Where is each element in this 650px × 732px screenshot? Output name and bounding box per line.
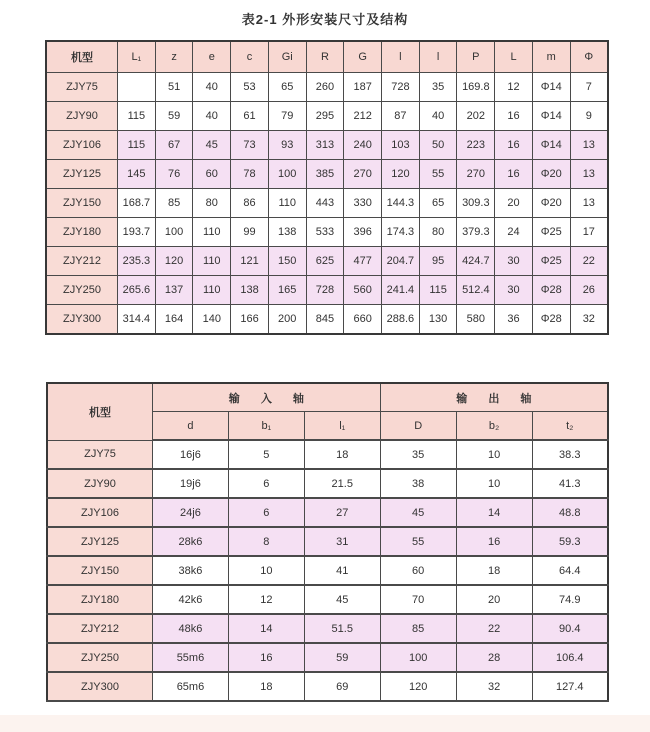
- table-row: [46, 131, 608, 160]
- table-row: [47, 672, 608, 701]
- value-cell: 30: [495, 276, 533, 305]
- value-cell: 127.4: [532, 672, 608, 701]
- model-cell: ZJY250: [46, 276, 118, 305]
- value-cell: 110: [193, 276, 231, 305]
- value-cell: 16: [456, 527, 532, 556]
- value-cell: 14: [456, 498, 532, 527]
- dimensions-table: [45, 40, 609, 335]
- value-cell: 204.7: [382, 247, 420, 276]
- value-cell: 27: [304, 498, 380, 527]
- value-cell: Φ14: [532, 102, 570, 131]
- value-cell: 51.5: [304, 614, 380, 643]
- model-cell: ZJY250: [47, 643, 153, 672]
- value-cell: 110: [268, 189, 306, 218]
- value-cell: 16: [228, 643, 304, 672]
- value-cell: 140: [193, 305, 231, 335]
- model-cell: ZJY212: [47, 614, 153, 643]
- value-cell: 120: [380, 672, 456, 701]
- column-header: L₁: [118, 41, 156, 73]
- value-cell: 166: [231, 305, 269, 335]
- value-cell: 41: [304, 556, 380, 585]
- value-cell: 6: [228, 469, 304, 498]
- value-cell: 41.3: [532, 469, 608, 498]
- value-cell: 137: [155, 276, 193, 305]
- shaft-table: [46, 382, 609, 702]
- value-cell: 80: [419, 218, 457, 247]
- value-cell: 138: [268, 218, 306, 247]
- value-cell: 110: [193, 218, 231, 247]
- value-cell: 45: [304, 585, 380, 614]
- value-cell: 6: [228, 498, 304, 527]
- model-cell: ZJY212: [46, 247, 118, 276]
- value-cell: 59: [304, 643, 380, 672]
- column-header-model: 机型: [46, 41, 118, 73]
- value-cell: 13: [570, 189, 608, 218]
- value-cell: 138: [231, 276, 269, 305]
- value-cell: 18: [456, 556, 532, 585]
- value-cell: Φ25: [532, 218, 570, 247]
- table-row: [46, 189, 608, 218]
- value-cell: 295: [306, 102, 344, 131]
- value-cell: 95: [419, 247, 457, 276]
- value-cell: Φ20: [532, 160, 570, 189]
- value-cell: 13: [570, 160, 608, 189]
- value-cell: 22: [570, 247, 608, 276]
- value-cell: 65: [419, 189, 457, 218]
- value-cell: 73: [231, 131, 269, 160]
- value-cell: Φ20: [532, 189, 570, 218]
- table-row: [46, 305, 608, 335]
- column-header: b₂: [456, 412, 532, 441]
- value-cell: 9: [570, 102, 608, 131]
- model-cell: ZJY180: [47, 585, 153, 614]
- value-cell: 69: [304, 672, 380, 701]
- value-cell: 5: [228, 440, 304, 469]
- value-cell: 260: [306, 73, 344, 102]
- value-cell: 235.3: [118, 247, 156, 276]
- column-header: Gi: [268, 41, 306, 73]
- value-cell: 20: [495, 189, 533, 218]
- value-cell: 35: [380, 440, 456, 469]
- table-row: [47, 498, 608, 527]
- value-cell: 74.9: [532, 585, 608, 614]
- value-cell: 150: [268, 247, 306, 276]
- column-header: d: [153, 412, 229, 441]
- value-cell: 61: [231, 102, 269, 131]
- column-header: c: [231, 41, 269, 73]
- value-cell: 8: [228, 527, 304, 556]
- shaft-table-group-header-row: [47, 383, 608, 412]
- value-cell: 270: [344, 160, 382, 189]
- value-cell: 270: [457, 160, 495, 189]
- value-cell: 202: [457, 102, 495, 131]
- value-cell: 40: [193, 73, 231, 102]
- value-cell: 59: [155, 102, 193, 131]
- column-header: R: [306, 41, 344, 73]
- value-cell: 18: [304, 440, 380, 469]
- value-cell: 28: [456, 643, 532, 672]
- value-cell: 10: [228, 556, 304, 585]
- value-cell: 38k6: [153, 556, 229, 585]
- value-cell: 40: [193, 102, 231, 131]
- value-cell: Φ28: [532, 276, 570, 305]
- value-cell: 193.7: [118, 218, 156, 247]
- table-row: [47, 614, 608, 643]
- value-cell: 65: [268, 73, 306, 102]
- input-shaft-group-header: 输 入 轴: [153, 383, 381, 412]
- model-cell: ZJY125: [46, 160, 118, 189]
- value-cell: 12: [228, 585, 304, 614]
- value-cell: 59.3: [532, 527, 608, 556]
- value-cell: 48.8: [532, 498, 608, 527]
- value-cell: 265.6: [118, 276, 156, 305]
- column-header: L: [495, 41, 533, 73]
- column-header: z: [155, 41, 193, 73]
- model-cell: ZJY106: [47, 498, 153, 527]
- value-cell: 85: [380, 614, 456, 643]
- value-cell: 115: [118, 102, 156, 131]
- value-cell: 16: [495, 131, 533, 160]
- value-cell: Φ14: [532, 131, 570, 160]
- value-cell: 76: [155, 160, 193, 189]
- value-cell: 14: [228, 614, 304, 643]
- value-cell: 443: [306, 189, 344, 218]
- value-cell: 32: [570, 305, 608, 335]
- value-cell: 79: [268, 102, 306, 131]
- value-cell: 21.5: [304, 469, 380, 498]
- column-header: l: [382, 41, 420, 73]
- value-cell: 93: [268, 131, 306, 160]
- value-cell: 36: [495, 305, 533, 335]
- value-cell: 20: [456, 585, 532, 614]
- value-cell: 330: [344, 189, 382, 218]
- model-cell: ZJY75: [46, 73, 118, 102]
- value-cell: 240: [344, 131, 382, 160]
- value-cell: 55m6: [153, 643, 229, 672]
- value-cell: 580: [457, 305, 495, 335]
- value-cell: 313: [306, 131, 344, 160]
- value-cell: 55: [380, 527, 456, 556]
- value-cell: 477: [344, 247, 382, 276]
- model-cell: ZJY125: [47, 527, 153, 556]
- column-header: Φ: [570, 41, 608, 73]
- value-cell: 65m6: [153, 672, 229, 701]
- model-cell: ZJY75: [47, 440, 153, 469]
- table-row: [47, 527, 608, 556]
- model-cell: ZJY90: [47, 469, 153, 498]
- value-cell: 45: [193, 131, 231, 160]
- value-cell: 106.4: [532, 643, 608, 672]
- value-cell: 288.6: [382, 305, 420, 335]
- value-cell: 625: [306, 247, 344, 276]
- value-cell: 18: [228, 672, 304, 701]
- column-header: D: [380, 412, 456, 441]
- table-row: [46, 247, 608, 276]
- column-header: P: [457, 41, 495, 73]
- value-cell: 78: [231, 160, 269, 189]
- value-cell: 10: [456, 469, 532, 498]
- value-cell: 90.4: [532, 614, 608, 643]
- value-cell: 38: [380, 469, 456, 498]
- value-cell: 35: [419, 73, 457, 102]
- value-cell: Φ14: [532, 73, 570, 102]
- value-cell: 40: [419, 102, 457, 131]
- value-cell: 10: [456, 440, 532, 469]
- value-cell: 16: [495, 102, 533, 131]
- value-cell: 67: [155, 131, 193, 160]
- value-cell: 32: [456, 672, 532, 701]
- table-row: [47, 556, 608, 585]
- value-cell: 212: [344, 102, 382, 131]
- value-cell: 31: [304, 527, 380, 556]
- value-cell: 560: [344, 276, 382, 305]
- value-cell: 48k6: [153, 614, 229, 643]
- value-cell: 115: [419, 276, 457, 305]
- value-cell: Φ25: [532, 247, 570, 276]
- value-cell: 55: [419, 160, 457, 189]
- value-cell: 45: [380, 498, 456, 527]
- model-cell: ZJY300: [46, 305, 118, 335]
- value-cell: 87: [382, 102, 420, 131]
- value-cell: 30: [495, 247, 533, 276]
- value-cell: 120: [155, 247, 193, 276]
- value-cell: 99: [231, 218, 269, 247]
- value-cell: 144.3: [382, 189, 420, 218]
- value-cell: 396: [344, 218, 382, 247]
- value-cell: 103: [382, 131, 420, 160]
- output-shaft-group-header: 输 出 轴: [380, 383, 608, 412]
- value-cell: 728: [382, 73, 420, 102]
- model-cell: ZJY150: [46, 189, 118, 218]
- value-cell: 728: [306, 276, 344, 305]
- value-cell: 512.4: [457, 276, 495, 305]
- value-cell: 115: [118, 131, 156, 160]
- model-cell: ZJY300: [47, 672, 153, 701]
- table-row: [47, 585, 608, 614]
- value-cell: 169.8: [457, 73, 495, 102]
- value-cell: 26: [570, 276, 608, 305]
- value-cell: 86: [231, 189, 269, 218]
- value-cell: 16: [495, 160, 533, 189]
- value-cell: 200: [268, 305, 306, 335]
- value-cell: 53: [231, 73, 269, 102]
- value-cell: 28k6: [153, 527, 229, 556]
- value-cell: 64.4: [532, 556, 608, 585]
- table-row: [46, 218, 608, 247]
- value-cell: 100: [155, 218, 193, 247]
- page-title: 表2-1 外形安装尺寸及结构: [241, 12, 409, 27]
- value-cell: 241.4: [382, 276, 420, 305]
- value-cell: 845: [306, 305, 344, 335]
- value-cell: 121: [231, 247, 269, 276]
- column-header: e: [193, 41, 231, 73]
- column-header: m: [532, 41, 570, 73]
- model-cell: ZJY180: [46, 218, 118, 247]
- column-header: l: [419, 41, 457, 73]
- value-cell: 110: [193, 247, 231, 276]
- model-cell: ZJY150: [47, 556, 153, 585]
- value-cell: 165: [268, 276, 306, 305]
- value-cell: 17: [570, 218, 608, 247]
- value-cell: 42k6: [153, 585, 229, 614]
- value-cell: 12: [495, 73, 533, 102]
- dimensions-table-header-row: [46, 41, 608, 73]
- model-cell: ZJY106: [46, 131, 118, 160]
- table-row: [46, 160, 608, 189]
- value-cell: 19j6: [153, 469, 229, 498]
- table-row: [46, 102, 608, 131]
- value-cell: 223: [457, 131, 495, 160]
- value-cell: 51: [155, 73, 193, 102]
- value-cell: 50: [419, 131, 457, 160]
- value-cell: 16j6: [153, 440, 229, 469]
- column-header: b₁: [228, 412, 304, 441]
- table-row: [46, 73, 608, 102]
- value-cell: 309.3: [457, 189, 495, 218]
- value-cell: 7: [570, 73, 608, 102]
- model-cell: ZJY90: [46, 102, 118, 131]
- value-cell: 533: [306, 218, 344, 247]
- value-cell: 24: [495, 218, 533, 247]
- value-cell: [118, 73, 156, 102]
- value-cell: 168.7: [118, 189, 156, 218]
- value-cell: 120: [382, 160, 420, 189]
- value-cell: 60: [193, 160, 231, 189]
- value-cell: 174.3: [382, 218, 420, 247]
- table-row: [46, 276, 608, 305]
- value-cell: 660: [344, 305, 382, 335]
- value-cell: 13: [570, 131, 608, 160]
- value-cell: 164: [155, 305, 193, 335]
- table-row: [47, 643, 608, 672]
- column-header: t₂: [532, 412, 608, 441]
- value-cell: Φ28: [532, 305, 570, 335]
- column-header: l₁: [304, 412, 380, 441]
- bottom-strip: [0, 715, 650, 732]
- shaft-model-header: 机型: [47, 383, 153, 440]
- value-cell: 100: [268, 160, 306, 189]
- column-header: G: [344, 41, 382, 73]
- value-cell: 85: [155, 189, 193, 218]
- value-cell: 60: [380, 556, 456, 585]
- value-cell: 424.7: [457, 247, 495, 276]
- value-cell: 80: [193, 189, 231, 218]
- value-cell: 145: [118, 160, 156, 189]
- value-cell: 187: [344, 73, 382, 102]
- table-row: [47, 440, 608, 469]
- value-cell: 70: [380, 585, 456, 614]
- value-cell: 24j6: [153, 498, 229, 527]
- value-cell: 22: [456, 614, 532, 643]
- value-cell: 314.4: [118, 305, 156, 335]
- value-cell: 379.3: [457, 218, 495, 247]
- value-cell: 385: [306, 160, 344, 189]
- value-cell: 130: [419, 305, 457, 335]
- value-cell: 38.3: [532, 440, 608, 469]
- table-row: [47, 469, 608, 498]
- value-cell: 100: [380, 643, 456, 672]
